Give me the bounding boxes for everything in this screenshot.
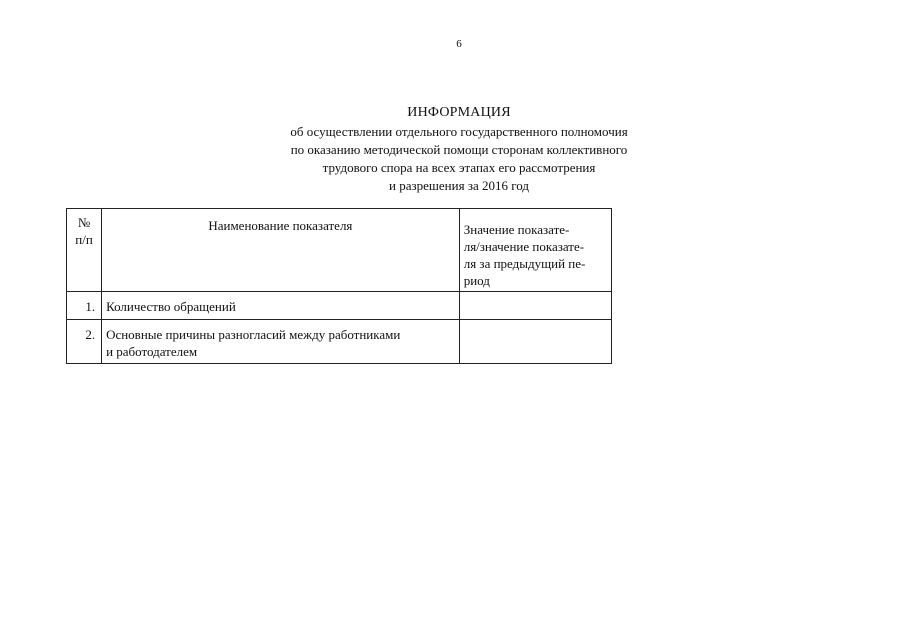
table-row [67, 320, 612, 364]
info-table [66, 208, 612, 364]
header-number-abbrev: п/п [75, 232, 93, 247]
row-value [459, 292, 611, 320]
row-name [102, 292, 460, 320]
row-name-line: и работодателем [106, 344, 198, 359]
header-value [459, 209, 611, 292]
row-name-line: Количество обращений [106, 299, 236, 314]
row-name-line: Основные причины разногласий между работниками [106, 327, 401, 342]
title-line: по оказанию методической помощи сторонам коллективного [290, 142, 628, 157]
document-title [0, 104, 905, 195]
header-name: Наименование показателя [102, 209, 460, 292]
header-number [67, 209, 102, 292]
table-header-row [67, 209, 612, 292]
title-heading: ИНФОРМАЦИЯ [407, 105, 511, 120]
title-line: и разрешения за 2016 год [389, 178, 529, 193]
row-number: 1. [67, 292, 102, 320]
table-row [67, 292, 612, 320]
title-line: об осуществлении отдельного государственного полномочия [290, 124, 628, 139]
header-value-line: риод [463, 273, 490, 288]
row-value [459, 320, 611, 364]
header-number-symbol: № [77, 215, 91, 230]
row-number: 2. [67, 320, 102, 364]
header-value-line: ля за предыдущий пе- [463, 256, 586, 271]
row-name [102, 320, 460, 364]
title-line: трудового спора на всех этапах его рассмотрения [322, 160, 596, 175]
header-value-line: ля/значение показате- [463, 239, 585, 254]
page-number: 6 [456, 38, 462, 50]
header-value-line: Значение показате- [463, 222, 570, 237]
